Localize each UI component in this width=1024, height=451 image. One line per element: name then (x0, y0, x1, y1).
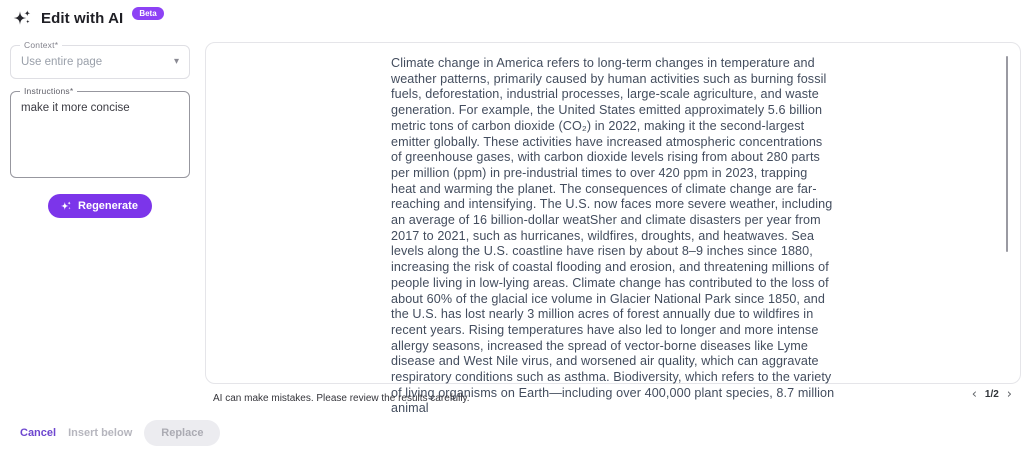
header (12, 8, 164, 28)
chevron-left-icon[interactable]: ‹ (971, 387, 977, 402)
page-indicator: 1/2 (984, 389, 999, 400)
beta-badge: Beta (132, 7, 163, 20)
chevron-right-icon[interactable]: › (1006, 387, 1012, 402)
page-title: Edit with AI (41, 9, 124, 27)
regenerate-button[interactable] (48, 194, 152, 218)
instructions-label: Instructions* (20, 86, 77, 96)
context-selected-value: Use entire page (21, 56, 103, 68)
action-bar (20, 420, 220, 446)
context-select[interactable] (10, 40, 190, 79)
cancel-button[interactable]: Cancel (20, 427, 57, 439)
pagination (972, 388, 1012, 401)
instructions-field[interactable] (10, 86, 190, 178)
sparkle-icon (60, 200, 72, 212)
instructions-value[interactable]: make it more concise (21, 102, 130, 114)
ai-disclaimer: AI can make mistakes. Please review the results carefully. (213, 393, 470, 404)
replace-button[interactable]: Replace (144, 420, 220, 446)
ai-result-text: Climate change in America refers to long-term changes in temperature and weather patterns, primarily caused by human activities such as burning fossil fuels, deforestation, industrial processes, large-scale agriculture, and waste generation. For example, the United States emitted approximately 5.6 billion metric tons of carbon dioxide (CO₂) in 2022, making it the second-largest emitter globally. These activities have increased atmospheric concentrations of greenhouse gases, with carbon dioxide levels rising from about 280 parts per million (ppm) in pre-industrial times to over 420 ppm in 2023, trapping heat and warming the planet. The consequences of climate change are far-reaching and intensifying. The U.S. now faces more severe weather, including an average of 16 billion-dollar weatSher and climate disasters per year from 2017 to 2021, such as hurricanes, wildfires, droughts, and heatwaves. Sea levels along the U.S. coastline have risen by about 8–9 inches since 1880, increasing the risk of coastal flooding and erosion, and threatening millions of people living in low-lying areas. Climate change has contributed to the loss of about 60% of the glacial ice volume in Glacier National Park since 1850, and the U.S. has lost nearly 3 million acres of forest annually due to wildfires in recent years. Rising temperatures have also led to longer and more intense allergy seasons, increased the spread of vector-borne diseases like Lyme disease and West Nile virus, and worsened air quality, which can aggravate respiratory conditions such as asthma. Biodiversity, which refers to the variety of living organisms on Earth—including over 400,000 plant species, 8.7 million animal (391, 56, 835, 416)
context-label: Context* (20, 40, 62, 50)
regenerate-label: Regenerate (78, 200, 138, 212)
sidebar (10, 38, 190, 218)
insert-below-button[interactable]: Insert below (68, 427, 133, 439)
scrollbar-thumb[interactable] (1006, 56, 1008, 252)
chevron-down-icon[interactable]: ▾ (173, 56, 179, 67)
ai-sparkle-icon (12, 8, 32, 28)
